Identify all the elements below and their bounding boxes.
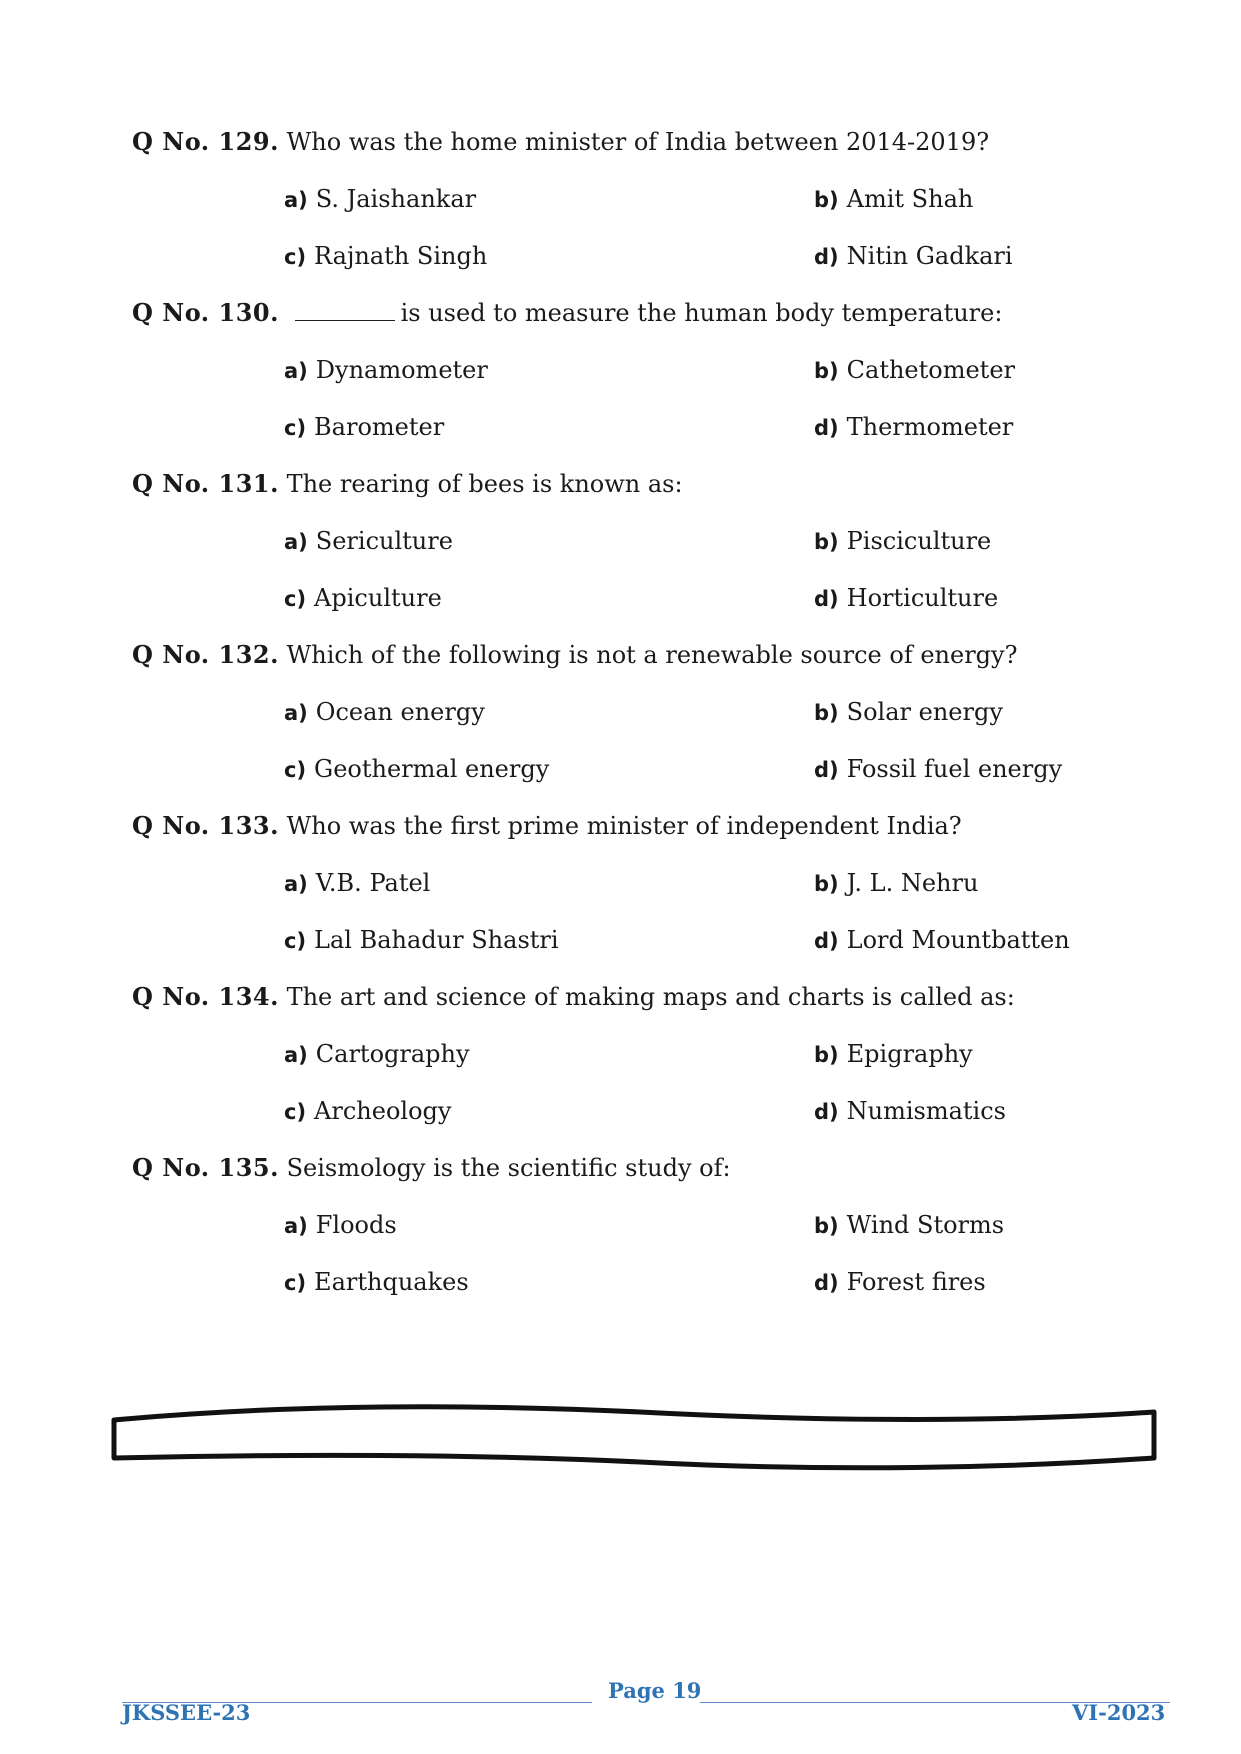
option-text: V.B. Patel: [315, 869, 431, 897]
end-banner-shape: [114, 1407, 1154, 1468]
options-row: [132, 917, 1112, 974]
option-letter: c): [284, 245, 307, 269]
option-letter: a): [284, 530, 308, 554]
question-number: Q No. 135.: [132, 1153, 279, 1182]
answer-option: [814, 1259, 986, 1306]
question-line: [132, 632, 1112, 689]
answer-option: [284, 518, 453, 565]
question-number: Q No. 130.: [132, 298, 279, 327]
answer-option: [814, 917, 1070, 964]
option-text: Solar energy: [846, 698, 1003, 726]
question-line: [132, 803, 1112, 860]
options-row: [132, 860, 1112, 917]
option-letter: b): [814, 188, 839, 212]
question-number: Q No. 134.: [132, 982, 279, 1011]
question-block: [132, 119, 1112, 290]
options-row: [132, 404, 1112, 461]
question-text: The rearing of bees is known as:: [286, 470, 683, 498]
answer-option: [814, 518, 991, 565]
option-text: Ocean energy: [315, 698, 485, 726]
option-text: Floods: [315, 1211, 397, 1239]
option-text: Lord Mountbatten: [846, 926, 1070, 954]
answer-option: [814, 1088, 1006, 1135]
option-letter: b): [814, 1043, 839, 1067]
question-block: [132, 632, 1112, 803]
option-text: Wind Storms: [846, 1211, 1005, 1239]
option-letter: b): [814, 530, 839, 554]
option-letter: d): [814, 416, 839, 440]
question-text: Seismology is the scientific study of:: [286, 1154, 731, 1182]
answer-option: [814, 347, 1015, 394]
answer-option: [284, 689, 485, 736]
question-text: The art and science of making maps and charts is called as:: [286, 983, 1015, 1011]
option-text: J. L. Nehru: [846, 869, 979, 897]
option-text: Dynamometer: [315, 356, 488, 384]
question-number: Q No. 133.: [132, 811, 279, 840]
option-letter: b): [814, 872, 839, 896]
option-text: Cathetometer: [846, 356, 1015, 384]
question-block: [132, 290, 1112, 461]
option-letter: c): [284, 1100, 307, 1124]
option-text: Epigraphy: [846, 1040, 973, 1068]
question-text: Who was the first prime minister of independent India?: [286, 812, 962, 840]
option-letter: d): [814, 758, 839, 782]
options-row: [132, 176, 1112, 233]
answer-option: [284, 1088, 451, 1135]
option-letter: a): [284, 872, 308, 896]
question-text: Who was the home minister of India between 2014-2019?: [286, 128, 990, 156]
answer-option: [814, 1202, 1004, 1249]
option-letter: b): [814, 701, 839, 725]
answer-option: [284, 1259, 469, 1306]
option-text: Nitin Gadkari: [846, 242, 1013, 270]
answer-option: [814, 746, 1062, 793]
options-row: [132, 233, 1112, 290]
option-text: Lal Bahadur Shastri: [314, 926, 559, 954]
option-letter: d): [814, 1271, 839, 1295]
option-letter: d): [814, 587, 839, 611]
options-row: [132, 1031, 1112, 1088]
options-row: [132, 746, 1112, 803]
answer-option: [814, 1031, 973, 1078]
answer-option: [284, 233, 487, 280]
option-text: Earthquakes: [314, 1268, 469, 1296]
option-text: Thermometer: [846, 413, 1014, 441]
option-letter: d): [814, 245, 839, 269]
question-block: [132, 974, 1112, 1145]
option-text: Sericulture: [315, 527, 453, 555]
answer-option: [814, 689, 1003, 736]
option-letter: b): [814, 359, 839, 383]
option-text: Cartography: [315, 1040, 470, 1068]
options-row: [132, 1088, 1112, 1145]
question-block: [132, 1145, 1112, 1316]
option-text: Horticulture: [846, 584, 999, 612]
option-text: Numismatics: [846, 1097, 1006, 1125]
question-list: [132, 119, 1112, 1316]
option-letter: d): [814, 1100, 839, 1124]
option-text: S. Jaishankar: [315, 185, 477, 213]
option-text: Rajnath Singh: [314, 242, 488, 270]
option-letter: a): [284, 359, 308, 383]
option-text: Geothermal energy: [314, 755, 550, 783]
footer-set-code: VI-2023: [1072, 1700, 1166, 1725]
option-letter: a): [284, 701, 308, 725]
end-banner: [110, 1396, 1170, 1486]
question-line: [132, 461, 1112, 518]
options-row: [132, 1259, 1112, 1316]
option-letter: d): [814, 929, 839, 953]
question-number: Q No. 132.: [132, 640, 279, 669]
answer-option: [814, 176, 973, 223]
answer-option: [284, 1202, 397, 1249]
option-letter: c): [284, 1271, 307, 1295]
question-line: [132, 290, 1112, 347]
option-letter: c): [284, 758, 307, 782]
answer-option: [284, 347, 488, 394]
options-row: [132, 1202, 1112, 1259]
answer-option: [284, 404, 444, 451]
footer-exam-code: JKSSEE-23: [122, 1700, 251, 1725]
option-text: Barometer: [314, 413, 445, 441]
options-row: [132, 518, 1112, 575]
footer-page-number: Page 19: [608, 1678, 702, 1703]
options-row: [132, 347, 1112, 404]
answer-option: [814, 233, 1013, 280]
option-text: Amit Shah: [846, 185, 974, 213]
option-text: Forest fires: [846, 1268, 986, 1296]
option-text: Fossil fuel energy: [846, 755, 1063, 783]
option-text: Pisciculture: [846, 527, 992, 555]
question-line: [132, 974, 1112, 1031]
question-block: [132, 803, 1112, 974]
question-block: [132, 461, 1112, 632]
answer-option: [284, 746, 549, 793]
fill-in-blank: [295, 290, 395, 321]
answer-option: [814, 404, 1013, 451]
question-number: Q No. 131.: [132, 469, 279, 498]
question-number: Q No. 129.: [132, 127, 279, 156]
answer-option: [284, 1031, 470, 1078]
options-row: [132, 689, 1112, 746]
option-letter: b): [814, 1214, 839, 1238]
option-letter: a): [284, 1043, 308, 1067]
question-text: Which of the following is not a renewable source of energy?: [286, 641, 1018, 669]
answer-option: [284, 575, 442, 622]
option-text: Archeology: [314, 1097, 452, 1125]
option-letter: c): [284, 929, 307, 953]
option-letter: c): [284, 416, 307, 440]
option-text: Apiculture: [314, 584, 442, 612]
option-letter: a): [284, 188, 308, 212]
question-text: is used to measure the human body temperature:: [400, 299, 1003, 327]
question-line: [132, 119, 1112, 176]
options-row: [132, 575, 1112, 632]
question-line: [132, 1145, 1112, 1202]
answer-option: [814, 575, 998, 622]
option-letter: a): [284, 1214, 308, 1238]
page-footer: [0, 1680, 1241, 1740]
answer-option: [284, 176, 476, 223]
option-letter: c): [284, 587, 307, 611]
answer-option: [814, 860, 978, 907]
answer-option: [284, 917, 559, 964]
answer-option: [284, 860, 430, 907]
